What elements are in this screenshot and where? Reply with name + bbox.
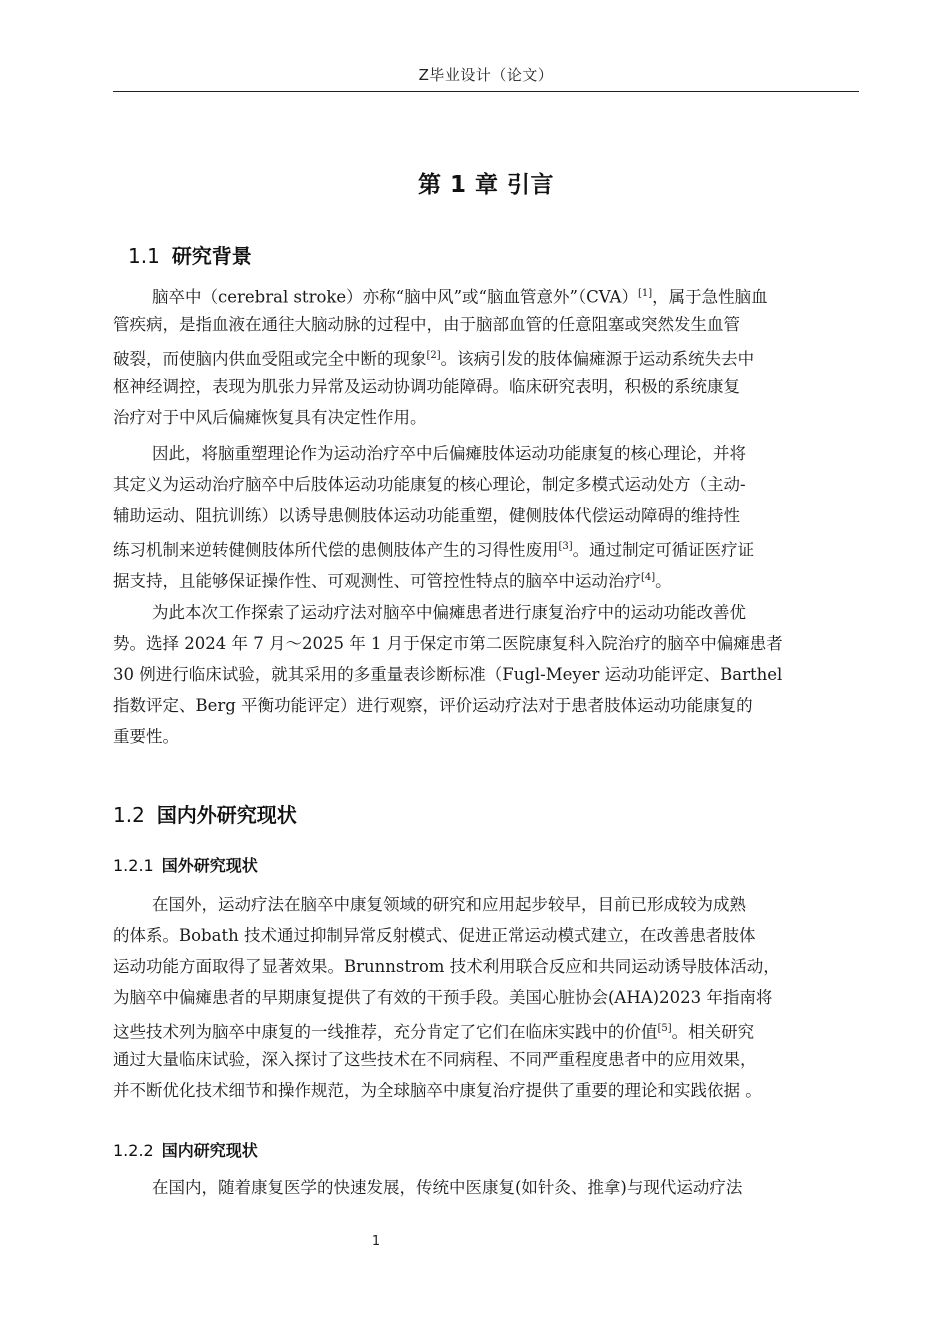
paragraph-line: 脑卒中（cerebral stroke）亦称“脑中风”或“脑血管意外”（CVA）[1]，属于急性脑血 bbox=[152, 287, 768, 307]
paragraph-line: 并不断优化技术细节和操作规范，为全球脑卒中康复治疗提供了重要的理论和实践依据 。 bbox=[113, 1081, 762, 1100]
paragraph-line: 破裂，而使脑内供血受阻或完全中断的现象[2]。该病引发的肢体偏瘫源于运动系统失去中 bbox=[113, 349, 755, 369]
paragraph-line: 30 例进行临床试验，就其采用的多重量表诊断标准（Fugl-Meyer 运动功能评定、Barthel bbox=[113, 665, 783, 684]
citation-marker: [2] bbox=[426, 350, 441, 361]
subsection-heading-1-2-2 bbox=[113, 1138, 258, 1161]
citation-marker: [3] bbox=[558, 541, 573, 552]
section-number: 1.2 bbox=[113, 803, 145, 827]
paragraph-line: 因此，将脑重塑理论作为运动治疗卒中后偏瘫肢体运动功能康复的核心理论，并将 bbox=[152, 444, 746, 463]
subsection-number: 1.2.2 bbox=[113, 1141, 154, 1160]
subsection-title: 国外研究现状 bbox=[161, 856, 258, 875]
paragraph-line: 这些技术列为脑卒中康复的一线推荐，充分肯定了它们在临床实践中的价值[5]。相关研究 bbox=[113, 1022, 755, 1042]
paragraph-line: 指数评定、Berg 平衡功能评定）进行观察，评价运动疗法对于患者肢体运动功能康复的 bbox=[113, 696, 753, 715]
paragraph-line: 管疾病，是指血液在通往大脑动脉的过程中，由于脑部血管的任意阻塞或突然发生血管 bbox=[113, 315, 740, 334]
paragraph-line: 练习机制来逆转健侧肢体所代偿的患侧肢体产生的习得性废用[3]。通过制定可循证医疗证 bbox=[113, 540, 755, 560]
section-number: 1.1 bbox=[128, 244, 160, 268]
paragraph-line: 的体系。Bobath 技术通过抑制异常反射模式、促进正常运动模式建立，在改善患者肢体 bbox=[113, 926, 756, 945]
paragraph-line: 治疗对于中风后偏瘫恢复具有决定性作用。 bbox=[113, 408, 427, 427]
paragraph-line: 在国内，随着康复医学的快速发展，传统中医康复(如针灸、推拿)与现代运动疗法 bbox=[152, 1178, 743, 1197]
page-header: Z毕业设计（论文） bbox=[418, 66, 554, 84]
citation-marker: [4] bbox=[641, 572, 656, 583]
paragraph-line: 通过大量临床试验，深入探讨了这些技术在不同病程、不同严重程度患者中的应用效果， bbox=[113, 1050, 757, 1069]
section-title: 研究背景 bbox=[171, 244, 252, 268]
paragraph-line: 为此本次工作探索了运动疗法对脑卒中偏瘫患者进行康复治疗中的运动功能改善优 bbox=[152, 603, 746, 622]
subsection-title: 国内研究现状 bbox=[161, 1141, 258, 1160]
paragraph-line: 重要性。 bbox=[113, 727, 179, 746]
paragraph-line: 为脑卒中偏瘫患者的早期康复提供了有效的干预手段。美国心脏协会(AHA)2023 年指南将 bbox=[113, 988, 773, 1007]
section-title: 国内外研究现状 bbox=[156, 803, 297, 827]
paragraph-line: 运动功能方面取得了显著效果。Brunnstrom 技术利用联合反应和共同运动诱导肢体活动， bbox=[113, 957, 780, 976]
paragraph-line: 其定义为运动治疗脑卒中后肢体运动功能康复的核心理论，制定多模式运动处方（主动- bbox=[113, 475, 746, 494]
paragraph-line: 辅助运动、阻抗训练）以诱导患侧肢体运动功能重塑，健侧肢体代偿运动障碍的维持性 bbox=[113, 506, 740, 525]
header-rule bbox=[113, 91, 859, 92]
section-heading-1-1 bbox=[128, 240, 252, 269]
paragraph-line: 枢神经调控，表现为肌张力异常及运动协调功能障碍。临床研究表明，积极的系统康复 bbox=[113, 377, 740, 396]
paragraph-line: 势。选择 2024 年 7 月～2025 年 1 月于保定市第二医院康复科入院治疗的脑卒中偏瘫患者 bbox=[113, 634, 783, 653]
subsection-heading-1-2-1 bbox=[113, 853, 258, 876]
citation-marker: [5] bbox=[657, 1023, 672, 1034]
section-heading-1-2 bbox=[113, 799, 297, 828]
page-number: 1 bbox=[371, 1234, 381, 1249]
chapter-title: 第 1 章 引言 bbox=[417, 172, 555, 198]
paragraph-line: 在国外，运动疗法在脑卒中康复领域的研究和应用起步较早，目前已形成较为成熟 bbox=[152, 895, 746, 914]
citation-marker: [1] bbox=[637, 288, 653, 299]
subsection-number: 1.2.1 bbox=[113, 856, 154, 875]
paragraph-line: 据支持，且能够保证操作性、可观测性、可管控性特点的脑卒中运动治疗[4]。 bbox=[113, 571, 672, 591]
